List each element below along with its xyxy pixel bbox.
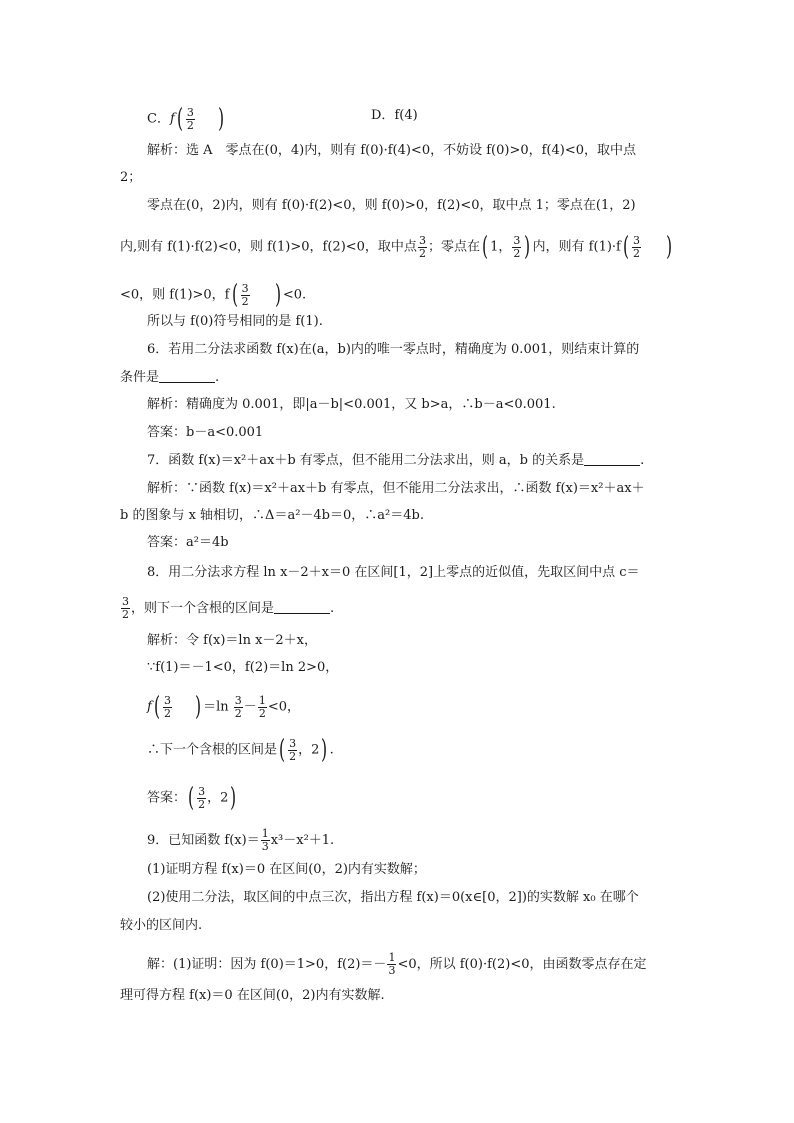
solution-6: 解析：精确度为 0.001，即|a－b|<0.001，又 b>a，∴b－a<0.001. <box>147 397 556 412</box>
fraction: $\frac{3}{2}$ <box>198 784 206 811</box>
solution-5-conclusion: 所以与 f(0)符号相同的是 f(1). <box>147 314 323 329</box>
fraction: $\frac{1}{2}$ <box>258 693 266 720</box>
question-6-line-1: 6．若用二分法求函数 f(x)在(a，b)内的唯一零点时，精确度为 0.001，则结束计算的 <box>147 342 640 357</box>
solution-9-line-1: 解：(1)证明：因为 f(0)＝1>0，f(2)＝－ $\frac{1}{3}$ <0，所以 f(0)·f(2)<0，由函数零点存在定 <box>147 951 647 977</box>
solution-8-line-4: ∴下一个含根的区间是( $\frac{3}{2}$ ，2) . <box>147 735 334 765</box>
solution-5-line-1: 解析：选 A 零点在(0，4)内，则有 f(0)·f(4)<0，不妨设 f(0)>0，f(4)<0，取中点 <box>147 143 636 158</box>
solution-5-line-5: <0，则 f(1)>0，f( $\frac{3}{2}$ ) <0. <box>120 280 307 310</box>
fraction: $\frac{3}{2}$ <box>289 736 297 763</box>
fraction: $\frac{3}{2}$ <box>418 233 426 260</box>
fraction: $\frac{3}{2}$ <box>633 233 641 260</box>
solution-7-line-1: 解析：∵函数 f(x)＝x²＋ax＋b 有零点，但不能用二分法求出，∴函数 f(x)＝x²＋ax＋ <box>147 481 645 496</box>
fraction: $\frac{1}{3}$ <box>261 827 269 853</box>
question-7: 7．函数 f(x)＝x²＋ax＋b 有零点，但不能用二分法求出，则 a，b 的关系是 . <box>147 453 645 468</box>
fraction: $\frac{3}{2}$ <box>513 233 521 260</box>
solution-9-line-2: 理可得方程 f(x)＝0 在区间(0，2)内有实数解. <box>120 988 385 1003</box>
answer-7: 答案：a²＝4b <box>147 535 229 550</box>
solution-5-line-3: 零点在(0，2)内，则有 f(0)·f(2)<0，则 f(0)>0，f(2)<0，取中点 1；零点在(1，2) <box>147 198 636 213</box>
left-paren: ( <box>176 104 183 134</box>
solution-8-line-2: ∵f(1)＝－1<0，f(2)＝ln 2>0， <box>147 660 339 675</box>
fraction: $\frac{1}{3}$ <box>388 951 396 977</box>
solution-8-line-1: 解析：令 f(x)＝ln x－2＋x， <box>147 633 318 648</box>
question-8-line-2: $\frac{3}{2}$ ，则下一个含根的区间是 . <box>122 595 335 621</box>
question-9-part-1: (1)证明方程 f(x)＝0 在区间(0，2)内有实数解； <box>147 862 426 877</box>
fraction: $\frac{3}{2}$ <box>186 105 194 132</box>
fraction: $\frac{3}{2}$ <box>241 281 249 308</box>
question-6-line-2: 条件是 . <box>120 370 220 385</box>
fraction: $\frac{3}{2}$ <box>163 693 171 720</box>
answer-blank <box>274 601 330 614</box>
fraction: $\frac{3}{2}$ <box>234 693 242 720</box>
solution-5-line-4: 内,则有 f(1)·f(2)<0，则 f(1)>0，f(2)<0，取中点 $\frac{3}{2}$ ；零点在( 1， $\frac{3}{2}$ ) 内，则有 f(1)·f( $\frac{3}{2}$ <box>120 232 641 262</box>
answer-blank <box>159 370 215 383</box>
question-9-line-1: 9．已知函数 f(x)＝ $\frac{1}{3}$ x³－x²＋1. <box>147 827 335 853</box>
solution-5-line-2: 2； <box>120 170 142 185</box>
right-paren: ) <box>217 104 225 134</box>
option-c: C．f( $\frac{3}{2}$ ) <box>147 104 225 134</box>
question-9-part-2-line-1: (2)使用二分法，取区间的中点三次，指出方程 f(x)＝0(x∈[0，2])的实数解 x₀ 在哪个 <box>147 890 639 905</box>
question-8-line-1: 8．用二分法求方程 ln x－2＋x＝0 在区间[1，2]上零点的近似值，先取区间中点 c＝ <box>147 565 640 580</box>
option-d: D．f(4) <box>371 108 418 123</box>
solution-8-line-3: f( $\frac{3}{2}$ ) ＝ln $\frac{3}{2}$ － $\frac{1}{2}$ <0， <box>147 692 300 722</box>
answer-6: 答案：b－a<0.001 <box>147 425 264 440</box>
question-9-part-2-line-2: 较小的区间内. <box>120 918 203 933</box>
fraction: $\frac{3}{2}$ <box>122 595 129 621</box>
solution-7-line-2: b 的图象与 x 轴相切，∴Δ＝a²－4b＝0，∴a²＝4b. <box>120 508 424 523</box>
answer-blank <box>584 453 640 466</box>
answer-8: 答案：( $\frac{3}{2}$ ，2) <box>147 783 237 813</box>
right-paren: ) <box>666 232 673 262</box>
